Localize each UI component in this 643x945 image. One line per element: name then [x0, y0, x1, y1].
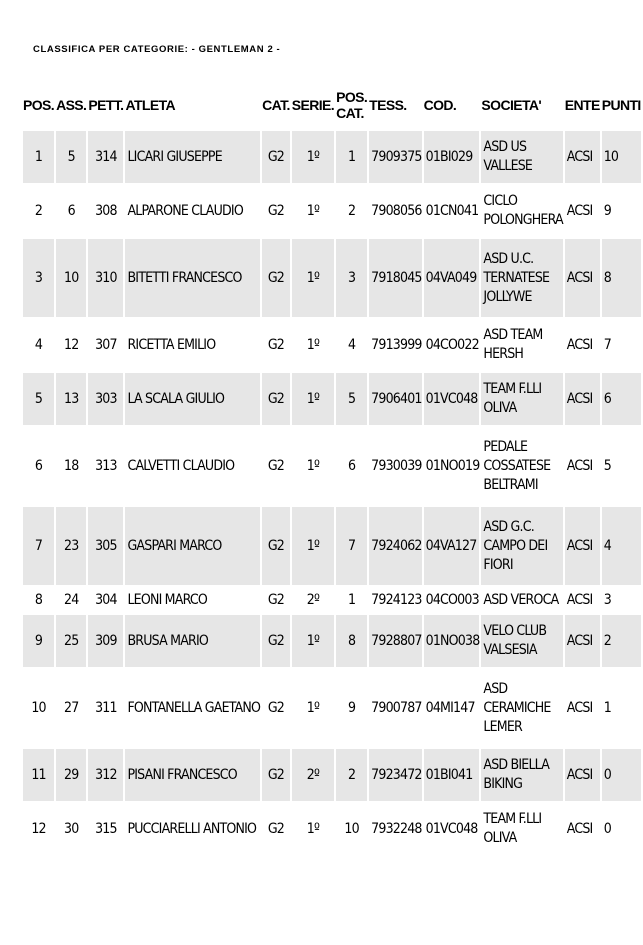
- cell-pos: 4: [34, 336, 43, 353]
- cell-atleta: PUCCIARELLI ANTONIO: [127, 820, 257, 837]
- cell-punti: 0: [603, 820, 611, 837]
- cell-ass: 23: [56, 507, 86, 585]
- cell-ente: ACSI: [566, 820, 593, 837]
- cell-ass: 24: [63, 591, 79, 608]
- header-row: [23, 81, 641, 129]
- cell-pett: 312: [88, 749, 123, 801]
- cell-cod: 01NO019: [425, 457, 480, 474]
- cell-ass: 10: [56, 239, 86, 317]
- cell-cat: G2: [262, 749, 290, 801]
- cell-atleta: ALPARONE CLAUDIO: [127, 202, 243, 219]
- cell-tess: 7924062: [369, 507, 421, 585]
- cell-serie: 2º: [292, 749, 334, 801]
- cell-punti: 2: [602, 615, 641, 667]
- header-atleta: ATLETA: [125, 97, 176, 113]
- cell-atleta: BRUSA MARIO: [125, 615, 260, 667]
- cell-punti: 10: [602, 131, 641, 183]
- cell-pett: 303: [88, 373, 123, 425]
- cell-ass: 29: [56, 749, 86, 801]
- cell-ente: ACSI: [565, 239, 600, 317]
- cell-punti: 8: [602, 239, 641, 317]
- cell-societa: ASD TEAM HERSH: [483, 327, 543, 362]
- cell-cat: G2: [262, 239, 290, 317]
- cell-pos: 5: [23, 373, 54, 425]
- cell-poscat: 4: [348, 336, 356, 353]
- cell-pett: 304: [95, 591, 117, 608]
- table-row: [23, 319, 641, 371]
- cell-cat: G2: [262, 131, 290, 183]
- cell-ente: ACSI: [565, 615, 600, 667]
- cell-serie: 1º: [292, 131, 334, 183]
- cell-cat: G2: [267, 699, 285, 716]
- cell-societa: TEAM F.LLI OLIVA: [481, 373, 562, 425]
- cell-pett: 307: [95, 336, 117, 353]
- cell-pos: 9: [23, 615, 54, 667]
- cell-atleta: LICARI GIUSEPPE: [125, 131, 260, 183]
- cell-tess: 7913999: [371, 336, 422, 353]
- cell-societa: ASD US VALLESE: [481, 131, 562, 183]
- table-row: [23, 749, 641, 801]
- cell-cat: G2: [267, 457, 285, 474]
- cell-tess: 7923472: [369, 749, 421, 801]
- cell-pos: 8: [34, 591, 43, 608]
- table-row: [23, 669, 641, 747]
- header-tess: TESS.: [369, 97, 407, 113]
- cell-poscat: 7: [336, 507, 367, 585]
- cell-pos: 10: [31, 699, 46, 716]
- cell-cod: 04CO022: [425, 336, 479, 353]
- cell-pett: 309: [88, 615, 123, 667]
- cell-ente: ACSI: [565, 373, 600, 425]
- header-punti: PUNTI: [601, 97, 641, 113]
- cell-pos: 6: [34, 457, 43, 474]
- cell-ass: 25: [56, 615, 86, 667]
- cell-ente: ACSI: [565, 131, 600, 183]
- header-ass: ASS.: [56, 97, 87, 113]
- header-cat: CAT.: [262, 97, 290, 113]
- cell-serie: 1º: [306, 457, 320, 474]
- cell-pos: 3: [23, 239, 54, 317]
- cell-punti: 5: [603, 457, 611, 474]
- cell-ente: ACSI: [565, 507, 600, 585]
- cell-cod: 01BI029: [424, 131, 480, 183]
- cell-cat: G2: [262, 507, 290, 585]
- cell-pett: 311: [95, 699, 117, 716]
- cell-cat: G2: [262, 373, 290, 425]
- cell-cat: G2: [267, 336, 285, 353]
- cell-pos: 2: [34, 202, 43, 219]
- cell-pett: 313: [95, 457, 117, 474]
- cell-ente: ACSI: [566, 202, 593, 219]
- cell-cod: 01CN041: [425, 202, 479, 219]
- cell-serie: 1º: [306, 699, 320, 716]
- cell-poscat: 1: [336, 131, 367, 183]
- results-table: [21, 79, 643, 857]
- cell-ass: 5: [56, 131, 86, 183]
- cell-cod: 04VA049: [424, 239, 480, 317]
- table-row: [23, 185, 641, 237]
- cell-societa: ASD VEROCA: [483, 591, 559, 608]
- cell-ente: ACSI: [566, 336, 593, 353]
- cell-pett: 308: [95, 202, 117, 219]
- cell-atleta: CALVETTI CLAUDIO: [127, 457, 235, 474]
- cell-cat: G2: [267, 202, 285, 219]
- header-societa: SOCIETA': [481, 97, 542, 113]
- cell-atleta: LA SCALA GIULIO: [125, 373, 260, 425]
- cell-punti: 1: [603, 699, 611, 716]
- cell-societa: ASD G.C. CAMPO DEI FIORI: [481, 507, 562, 585]
- cell-ass: 27: [63, 699, 79, 716]
- cell-poscat: 6: [348, 457, 356, 474]
- cell-cod: 04CO003: [425, 591, 479, 608]
- cell-poscat: 2: [336, 749, 367, 801]
- cell-poscat: 3: [336, 239, 367, 317]
- cell-cat: G2: [267, 820, 285, 837]
- cell-ass: 13: [56, 373, 86, 425]
- cell-pett: 314: [88, 131, 123, 183]
- cell-cod: 01VC048: [424, 373, 480, 425]
- cell-societa: ASD CERAMICHE LEMER: [483, 680, 551, 735]
- cell-societa: PEDALE COSSATESE BELTRAMI: [483, 438, 551, 493]
- cell-societa: ASD BIELLA BIKING: [481, 749, 562, 801]
- header-pett: PETT.: [88, 97, 124, 113]
- cell-atleta: BITETTI FRANCESCO: [125, 239, 260, 317]
- cell-poscat: 9: [348, 699, 356, 716]
- cell-tess: 7900787: [371, 699, 422, 716]
- cell-cod: 04MI147: [425, 699, 475, 716]
- cell-societa: TEAM F.LLI OLIVA: [483, 811, 542, 846]
- page-title: CLASSIFICA PER CATEGORIE: - GENTLEMAN 2 -: [33, 44, 281, 55]
- cell-societa: CICLO POLONGHERA: [483, 193, 563, 228]
- cell-ente: ACSI: [566, 699, 593, 716]
- cell-tess: 7918045: [369, 239, 421, 317]
- cell-ass: 12: [63, 336, 79, 353]
- cell-ass: 30: [63, 820, 79, 837]
- cell-ass: 6: [67, 202, 75, 219]
- cell-pos: 11: [23, 749, 54, 801]
- table-row: [23, 615, 641, 667]
- cell-pett: 310: [88, 239, 123, 317]
- header-ente: ENTE: [564, 97, 600, 113]
- cell-punti: 3: [603, 591, 611, 608]
- header-cod: COD.: [423, 97, 457, 113]
- cell-tess: 7924123: [371, 591, 422, 608]
- cell-serie: 1º: [306, 336, 320, 353]
- cell-poscat: 1: [348, 591, 356, 608]
- cell-tess: 7932248: [371, 820, 422, 837]
- cell-tess: 7908056: [371, 202, 422, 219]
- cell-ass: 18: [63, 457, 79, 474]
- cell-cat: G2: [262, 615, 290, 667]
- cell-cod: 01VC048: [425, 820, 478, 837]
- cell-poscat: 2: [348, 202, 356, 219]
- cell-pos: 7: [23, 507, 54, 585]
- cell-serie: 1º: [292, 239, 334, 317]
- cell-serie: 1º: [292, 615, 334, 667]
- cell-atleta: FONTANELLA GAETANO: [127, 699, 261, 716]
- cell-atleta: GASPARI MARCO: [125, 507, 260, 585]
- cell-societa: ASD U.C. TERNATESE JOLLYWE: [481, 239, 562, 317]
- cell-poscat: 8: [336, 615, 367, 667]
- table-row: [23, 427, 641, 505]
- cell-serie: 1º: [292, 373, 334, 425]
- table-row: [23, 239, 641, 317]
- cell-tess: 7930039: [371, 457, 422, 474]
- cell-cod: 01NO038: [424, 615, 480, 667]
- cell-cat: G2: [267, 591, 285, 608]
- cell-ente: ACSI: [566, 591, 593, 608]
- cell-punti: 9: [603, 202, 611, 219]
- cell-serie: 1º: [306, 820, 320, 837]
- table-row: [23, 373, 641, 425]
- cell-pett: 305: [88, 507, 123, 585]
- cell-ente: ACSI: [566, 457, 593, 474]
- cell-tess: 7906401: [369, 373, 421, 425]
- cell-poscat: 10: [344, 820, 359, 837]
- cell-atleta: RICETTA EMILIO: [127, 336, 216, 353]
- header-serie: SERIE.: [291, 97, 335, 113]
- table-row: [23, 587, 641, 613]
- cell-societa: VELO CLUB VALSESIA: [481, 615, 562, 667]
- table-row: [23, 507, 641, 585]
- cell-serie: 2º: [306, 591, 320, 608]
- cell-tess: 7928807: [369, 615, 421, 667]
- cell-ente: ACSI: [565, 749, 600, 801]
- cell-punti: 4: [602, 507, 641, 585]
- cell-serie: 1º: [306, 202, 320, 219]
- cell-pett: 315: [95, 820, 117, 837]
- cell-atleta: LEONI MARCO: [127, 591, 207, 608]
- cell-cod: 01BI041: [424, 749, 480, 801]
- cell-punti: 7: [603, 336, 611, 353]
- table-row: [23, 803, 641, 855]
- cell-pos: 1: [23, 131, 54, 183]
- cell-serie: 1º: [292, 507, 334, 585]
- cell-punti: 6: [602, 373, 641, 425]
- cell-tess: 7909375: [369, 131, 421, 183]
- header-poscat: POS. CAT.: [336, 89, 368, 121]
- cell-poscat: 5: [336, 373, 367, 425]
- table-row: [23, 131, 641, 183]
- header-pos: POS.: [23, 97, 55, 113]
- cell-cod: 04VA127: [424, 507, 480, 585]
- cell-pos: 12: [31, 820, 46, 837]
- cell-punti: 0: [602, 749, 641, 801]
- cell-atleta: PISANI FRANCESCO: [125, 749, 260, 801]
